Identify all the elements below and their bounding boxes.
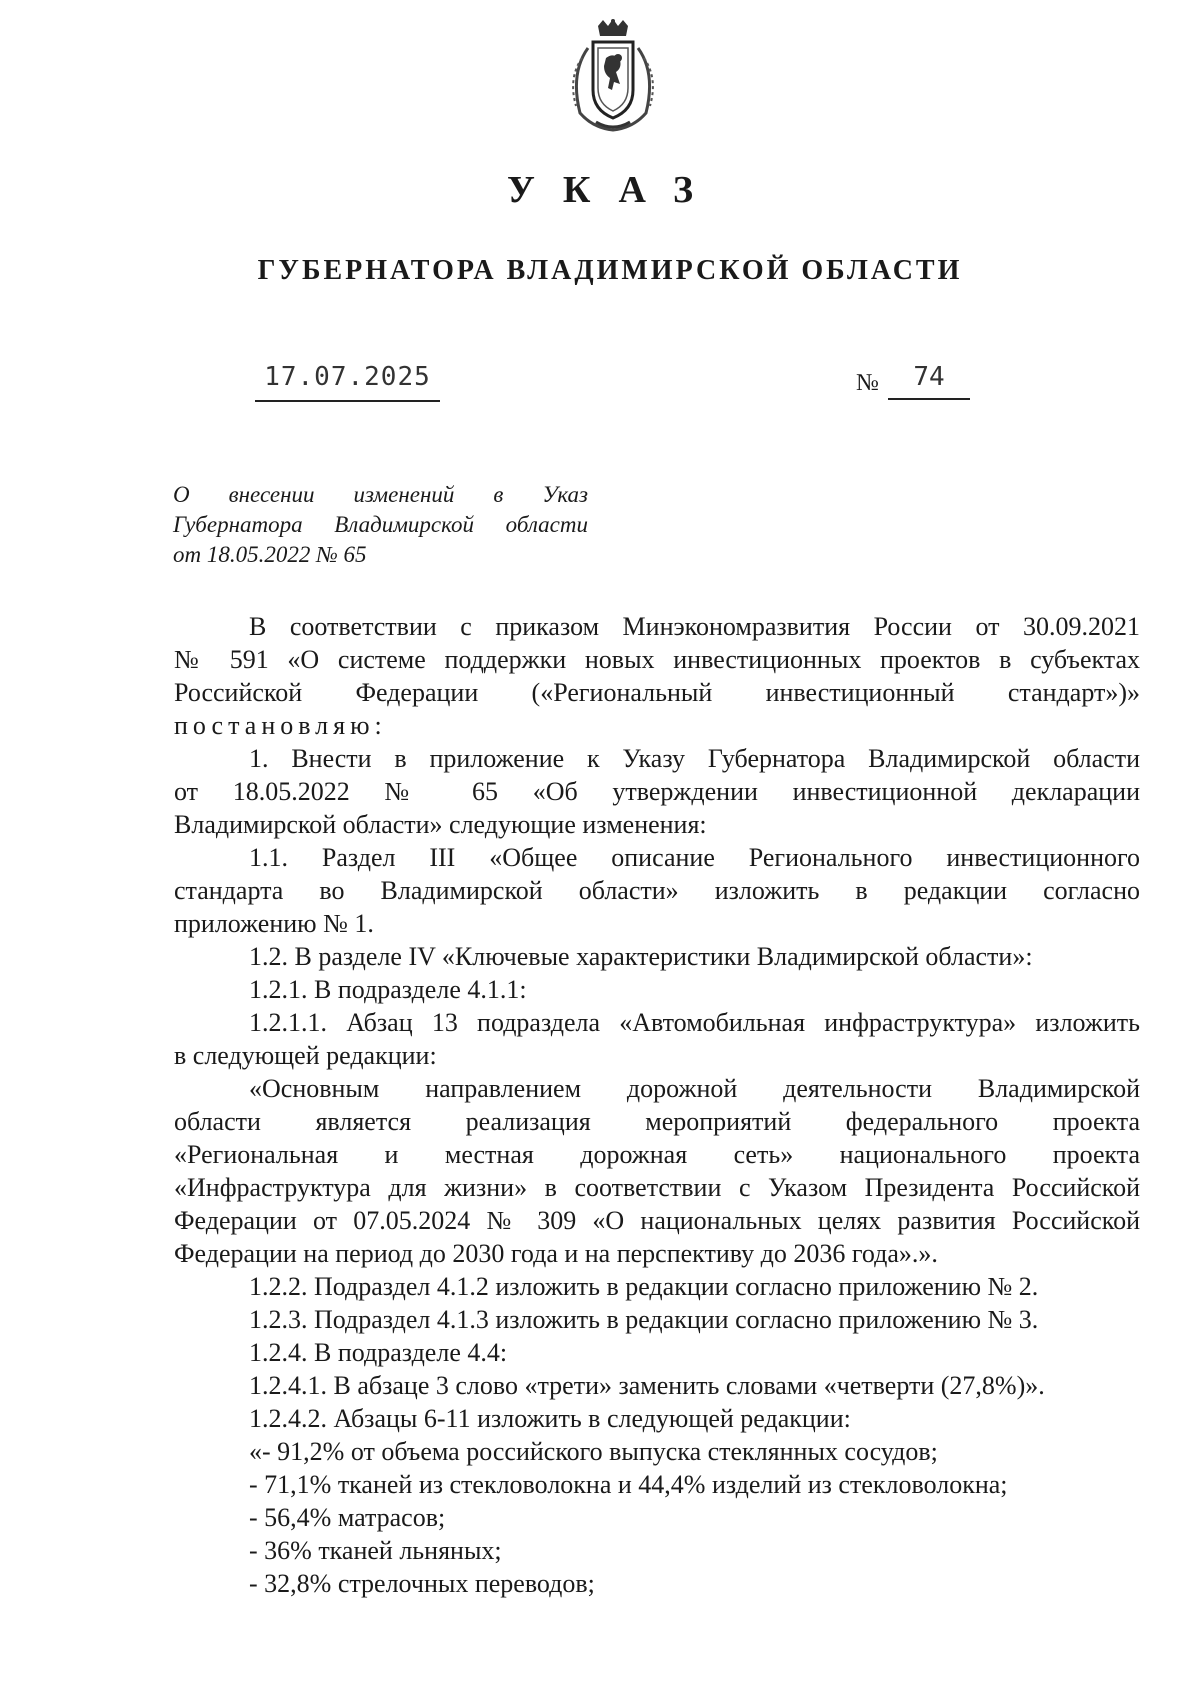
body-line: «Основным направлением дорожной деятельности Владимирской: [249, 1074, 1140, 1103]
body-line: постановляю:: [174, 711, 387, 740]
body-line: Владимирской области» следующие изменения:: [174, 810, 707, 839]
body-line: 1.2.3. Подраздел 4.1.3 изложить в редакции согласно приложению № 3.: [249, 1305, 1039, 1334]
body-line: Федерации от 07.05.2024 № 309 «О национальных целях развития Российской: [174, 1206, 1140, 1235]
document-date: 17.07.2025: [255, 362, 440, 402]
body-line: «Региональная и местная дорожная сеть» национального проекта: [174, 1140, 1140, 1169]
body-line: области является реализация мероприятий федерального проекта: [174, 1107, 1140, 1136]
body-line: 1.2.1.1. Абзац 13 подраздела «Автомобильная инфраструктура» изложить: [249, 1008, 1140, 1037]
body-line: - 56,4% матрасов;: [249, 1503, 446, 1532]
body-line: «Инфраструктура для жизни» в соответствии с Указом Президента Российской: [174, 1173, 1140, 1202]
body-line: № 591 «О системе поддержки новых инвестиционных проектов в субъектах: [174, 645, 1140, 674]
body-line: 1.2.2. Подраздел 4.1.2 изложить в редакции согласно приложению № 2.: [249, 1272, 1039, 1301]
heading-line: Губернатора Владимирской области: [173, 512, 588, 537]
document-title: УКАЗ: [507, 169, 721, 211]
body-line: - 71,1% тканей из стекловолокна и 44,4% изделий из стекловолокна;: [249, 1470, 1008, 1499]
document-number: 74: [888, 362, 970, 400]
body-line: стандарта во Владимирской области» изложить в редакции согласно: [174, 876, 1140, 905]
body-line: - 32,8% стрелочных переводов;: [249, 1569, 595, 1598]
document-body: [174, 610, 1140, 1600]
body-line: 1.2.1. В подразделе 4.1.1:: [249, 975, 527, 1004]
document-subtitle: ГУБЕРНАТОРА ВЛАДИМИРСКОЙ ОБЛАСТИ: [257, 255, 963, 286]
body-line: 1.2.4.1. В абзаце 3 слово «трети» заменить словами «четверти (27,8%)».: [249, 1371, 1045, 1400]
body-line: - 36% тканей льняных;: [249, 1536, 502, 1565]
body-line: 1. Внести в приложение к Указу Губернатора Владимирской области: [249, 744, 1140, 773]
document-heading: [173, 480, 588, 570]
number-label: №: [856, 370, 879, 396]
body-line: В соответствии с приказом Минэкономразвития России от 30.09.2021: [249, 612, 1140, 641]
body-line: приложению № 1.: [174, 909, 374, 938]
body-line: Федерации на период до 2030 года и на перспективу до 2036 года».».: [174, 1239, 938, 1268]
body-line: от 18.05.2022 № 65 «Об утверждении инвестиционной декларации: [174, 777, 1140, 806]
body-line: «- 91,2% от объема российского выпуска стеклянных сосудов;: [249, 1437, 938, 1466]
heading-line: от 18.05.2022 № 65: [173, 542, 367, 567]
body-line: 1.2. В разделе IV «Ключевые характеристики Владимирской области»:: [249, 942, 1033, 971]
body-line: 1.1. Раздел III «Общее описание Регионального инвестиционного: [249, 843, 1140, 872]
body-line: Российской Федерации («Региональный инвестиционный стандарт»)»: [174, 678, 1140, 707]
body-line: 1.2.4.2. Абзацы 6-11 изложить в следующей редакции:: [249, 1404, 851, 1433]
heading-line: О внесении изменений в Указ: [173, 482, 588, 507]
coat-of-arms-icon: [558, 18, 668, 134]
body-line: в следующей редакции:: [174, 1041, 437, 1070]
body-line: 1.2.4. В подразделе 4.4:: [249, 1338, 508, 1367]
